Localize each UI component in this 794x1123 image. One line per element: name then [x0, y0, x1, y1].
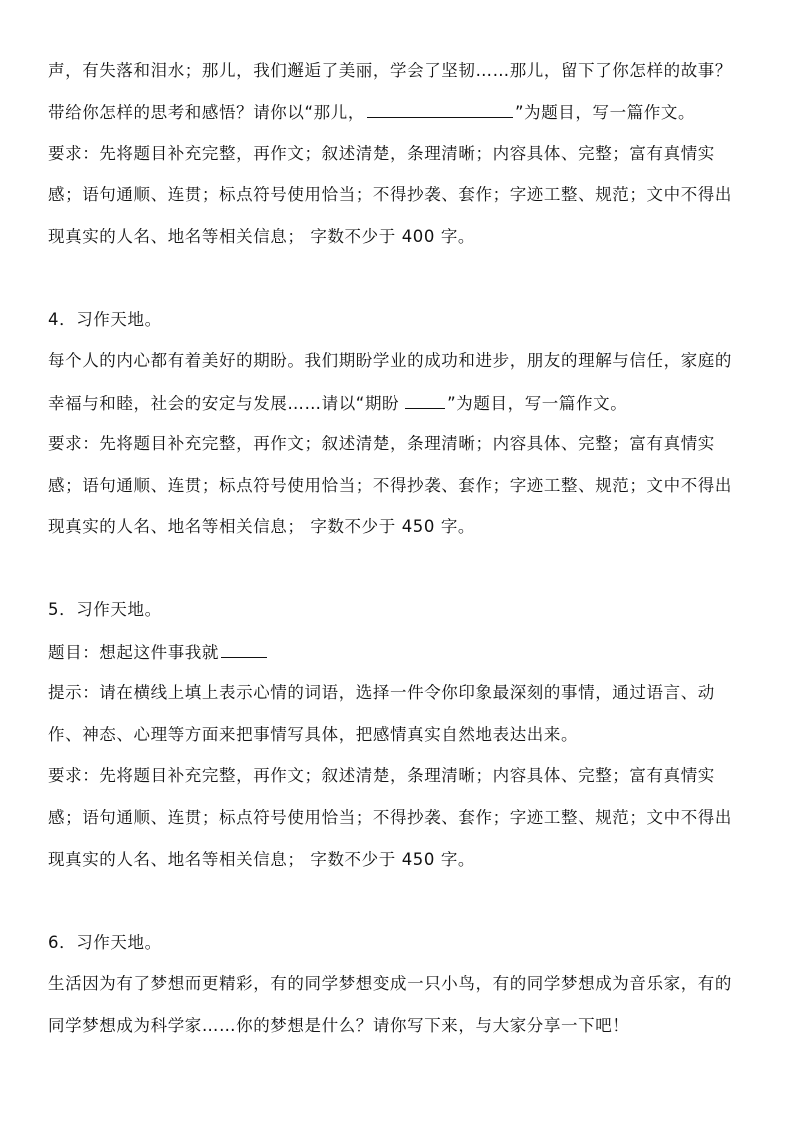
s5-title — [48, 641, 269, 664]
s3-line-2 — [48, 101, 695, 124]
s4-heading: 4．习作天地。 — [48, 310, 162, 329]
s3-requirement-2: 感；语句通顺、连贯；标点符号使用恰当；不得抄袭、套作；字迹工整、规范；文中不得出 — [48, 185, 732, 204]
s3-requirement-3: 现真实的人名、地名等相关信息； 字数不少于 400 字。 — [48, 227, 476, 246]
s5-hint-2: 作、神态、心理等方面来把事情写具体，把感情真实自然地表达出来。 — [48, 725, 579, 744]
s4-requirement-1: 要求：先将题目补充完整，再作文；叙述清楚，条理清晰；内容具体、完整；富有真情实 — [48, 434, 715, 453]
s3-requirement-1: 要求：先将题目补充完整，再作文；叙述清楚，条理清晰；内容具体、完整；富有真情实 — [48, 144, 715, 163]
s4-title-blank — [405, 392, 445, 409]
s4-paragraph-2-a: 幸福与和睦，社会的安定与发展……请以“期盼 — [48, 394, 400, 413]
s5-heading: 5．习作天地。 — [48, 600, 162, 619]
s3-line-2-b: ”为题目，写一篇作文。 — [514, 103, 696, 122]
s3-line-1: 声，有失落和泪水；那儿，我们邂逅了美丽，学会了坚韧……那儿，留下了你怎样的故事？ — [48, 61, 732, 80]
s4-paragraph-2-b: ”为题目，写一篇作文。 — [447, 394, 628, 413]
s4-paragraph-2 — [48, 392, 627, 415]
s5-title-text: 题目：想起这件事我就 — [48, 643, 219, 662]
s5-requirement-1: 要求：先将题目补充完整，再作文；叙述清楚，条理清晰；内容具体、完整；富有真情实 — [48, 766, 715, 785]
s4-requirement-2: 感；语句通顺、连贯；标点符号使用恰当；不得抄袭、套作；字迹工整、规范；文中不得出 — [48, 476, 732, 495]
s5-hint-1: 提示：请在横线上填上表示心情的词语，选择一件令你印象最深刻的事情，通过语言、动 — [48, 683, 715, 702]
s6-heading: 6．习作天地。 — [48, 933, 162, 952]
s6-paragraph-1: 生活因为有了梦想而更精彩，有的同学梦想变成一只小鸟，有的同学梦想成为音乐家，有的 — [48, 974, 732, 993]
s6-paragraph-2: 同学梦想成为科学家……你的梦想是什么？请你写下来，与大家分享一下吧！ — [48, 1016, 630, 1035]
s3-line-2-a: 带给你怎样的思考和感悟？请你以“那儿， — [48, 103, 365, 122]
s5-title-blank — [221, 641, 267, 658]
s4-requirement-3: 现真实的人名、地名等相关信息； 字数不少于 450 字。 — [48, 517, 476, 536]
s5-requirement-3: 现真实的人名、地名等相关信息； 字数不少于 450 字。 — [48, 850, 476, 869]
s5-requirement-2: 感；语句通顺、连贯；标点符号使用恰当；不得抄袭、套作；字迹工整、规范；文中不得出 — [48, 808, 732, 827]
s3-title-blank — [367, 101, 513, 118]
s4-paragraph-1: 每个人的内心都有着美好的期盼。我们期盼学业的成功和进步，朋友的理解与信任，家庭的 — [48, 351, 732, 370]
